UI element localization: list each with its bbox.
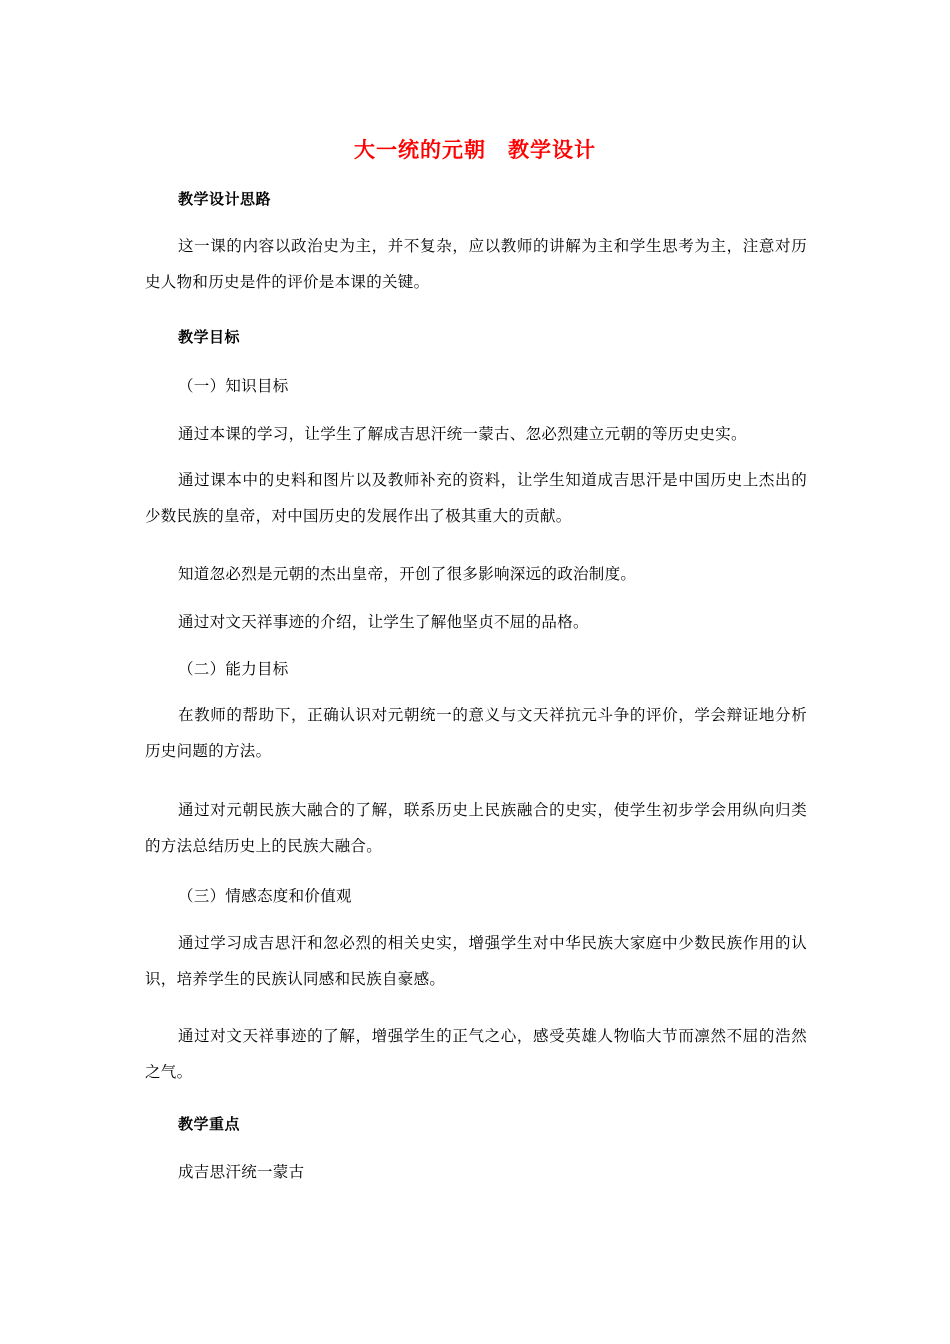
ability-item-1: 在教师的帮助下，正确认识对元朝统一的意义与文天祥抗元斗争的评价，学会辩证地分析历史问题的方法。 xyxy=(145,706,807,760)
knowledge-item-3: 知道忽必烈是元朝的杰出皇帝，开创了很多影响深远的政治制度。 xyxy=(178,565,637,583)
subheading-knowledge: （一）知识目标 xyxy=(178,377,289,395)
subheading-ability: （二）能力目标 xyxy=(178,660,289,678)
subheading-emotion: （三）情感态度和价值观 xyxy=(178,887,352,905)
emotion-item-1: 通过学习成吉思汗和忽必烈的相关史实，增强学生对中华民族大家庭中少数民族作用的认识，培养学生的民族认同感和民族自豪感。 xyxy=(145,934,807,988)
paragraph-design-idea: 这一课的内容以政治史为主，并不复杂，应以教师的讲解为主和学生思考为主，注意对历史人物和历史是件的评价是本课的关键。 xyxy=(145,237,807,291)
document-title: 大一统的元朝 教学设计 xyxy=(354,138,596,162)
knowledge-item-1: 通过本课的学习，让学生了解成吉思汗统一蒙古、忽必烈建立元朝的等历史史实。 xyxy=(178,425,747,443)
emotion-item-2: 通过对文天祥事迹的了解，增强学生的正气之心，感受英雄人物临大节而凛然不屈的浩然之气。 xyxy=(145,1027,807,1081)
knowledge-item-4: 通过对文天祥事迹的介绍，让学生了解他坚贞不屈的品格。 xyxy=(178,613,589,631)
heading-objectives: 教学目标 xyxy=(178,328,241,346)
knowledge-item-2: 通过课本中的史料和图片以及教师补充的资料，让学生知道成吉思汗是中国历史上杰出的少数民族的皇帝，对中国历史的发展作出了极其重大的贡献。 xyxy=(145,471,807,525)
heading-key-points: 教学重点 xyxy=(178,1115,241,1133)
key-point-item-1: 成吉思汗统一蒙古 xyxy=(178,1163,305,1181)
ability-item-2: 通过对元朝民族大融合的了解，联系历史上民族融合的史实，使学生初步学会用纵向归类的方法总结历史上的民族大融合。 xyxy=(145,801,807,855)
heading-design-idea: 教学设计思路 xyxy=(178,190,272,208)
